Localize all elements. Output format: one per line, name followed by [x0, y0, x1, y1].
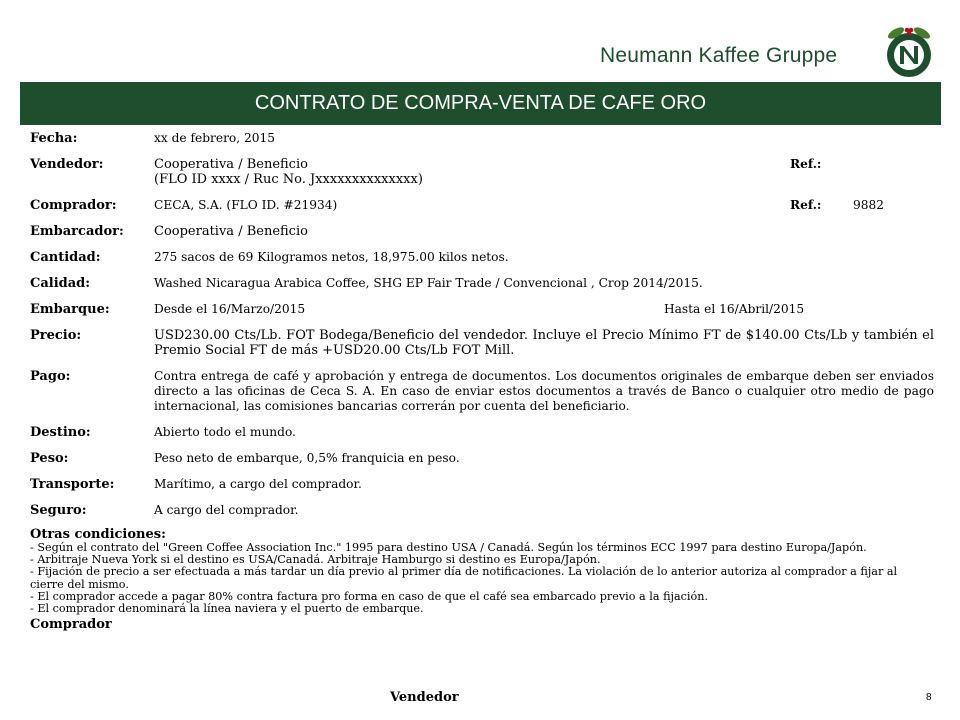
calidad-row	[30, 276, 934, 291]
page-number: 8	[926, 692, 932, 703]
comprador-label: Comprador:	[30, 198, 117, 213]
otras-item: - Arbitraje Nueva York si el destino es USA/Canadá. Arbitraje Hamburgo si destino es Europa/Japón.	[30, 553, 601, 567]
pago-label: Pago:	[30, 369, 71, 384]
destino-value: Abierto todo el mundo.	[154, 425, 296, 439]
vendedor-ref-label: Ref.:	[790, 157, 822, 171]
embarque-label: Embarque:	[30, 302, 110, 317]
pago-row	[30, 369, 934, 414]
cantidad-row	[30, 250, 934, 265]
peso-label: Peso:	[30, 451, 69, 466]
embarcador-label: Embarcador:	[30, 224, 124, 239]
cantidad-value: 275 sacos de 69 Kilogramos netos, 18,975.00 kilos netos.	[154, 250, 509, 264]
brand-name: Neumann Kaffee Gruppe	[600, 44, 838, 67]
destino-row	[30, 425, 934, 440]
pago-value: Contra entrega de café y aprobación y entrega de documentos. Los documentos originales de embarque deben ser enviados directo a las oficinas de Ceca S. A. En caso de enviar estos documentos a través de Banco o cualquier otro medio de pago internacional, las comisiones bancarias correrán por cuenta del beneficiario.	[154, 369, 934, 413]
contract-body	[30, 131, 934, 632]
precio-row	[30, 328, 934, 358]
vendedor-line1: Cooperativa / Beneficio	[154, 157, 308, 172]
embarque-desde: Desde el 16/Marzo/2015	[154, 302, 306, 316]
calidad-label: Calidad:	[30, 276, 91, 291]
seguro-value: A cargo del comprador.	[154, 503, 299, 517]
nkg-leaf-logo-icon	[880, 24, 938, 80]
page-title-banner	[20, 82, 941, 125]
transporte-value: Marítimo, a cargo del comprador.	[154, 477, 362, 491]
transporte-label: Transporte:	[30, 477, 115, 492]
comprador-ref-label: Ref.:	[790, 198, 822, 212]
seguro-row	[30, 503, 934, 518]
peso-row	[30, 451, 934, 466]
comprador-signature-label: Comprador	[30, 617, 112, 633]
calidad-value: Washed Nicaragua Arabica Coffee, SHG EP Fair Trade / Convencional , Crop 2014/2015.	[154, 276, 703, 290]
vendedor-signature-label: Vendedor	[390, 690, 459, 705]
vendedor-label: Vendedor:	[30, 157, 104, 172]
otras-item: - Según el contrato del "Green Coffee Association Inc." 1995 para destino USA / Canadá. Según los términos ECC 1997 para destino Europa/Japón.	[30, 541, 867, 554]
destino-label: Destino:	[30, 425, 91, 440]
seguro-label: Seguro:	[30, 503, 87, 518]
comprador-value: CECA, S.A. (FLO ID. #21934)	[154, 198, 338, 212]
otras-item: - El comprador denominará la línea naviera y el puerto de embarque.	[30, 602, 424, 616]
cantidad-label: Cantidad:	[30, 250, 101, 265]
fecha-row	[30, 131, 934, 146]
embarque-hasta: Hasta el 16/Abril/2015	[664, 302, 805, 316]
embarcador-value: Cooperativa / Beneficio	[154, 224, 308, 239]
fecha-label: Fecha:	[30, 131, 78, 146]
page-title: CONTRATO DE COMPRA-VENTA DE CAFE ORO	[254, 92, 707, 114]
vendedor-row	[30, 157, 934, 187]
otras-item: - El comprador accede a pagar 80% contra factura pro forma en caso de que el café sea embarcado previo a la fijación.	[30, 589, 709, 603]
embarque-row	[30, 302, 934, 317]
transporte-row	[30, 477, 934, 492]
peso-value: Peso neto de embarque, 0,5% franquicia en peso.	[154, 451, 460, 465]
otras-item: - Fijación de precio a ser efectuada a más tardar un día previo al primer día de notificaciones. La violación de lo anterior autoriza al comprador a fijar al cierre del mismo.	[30, 565, 898, 591]
fecha-value: xx de febrero, 2015	[154, 131, 276, 145]
vendedor-line2: (FLO ID xxxx / Ruc No. Jxxxxxxxxxxxxxx)	[154, 172, 423, 187]
precio-label: Precio:	[30, 328, 82, 343]
precio-value: USD230.00 Cts/Lb. FOT Bodega/Beneficio del vendedor. Incluye el Precio Mínimo FT de $140.00 Cts/Lb y también el Premio Social FT de más +USD20.00 Cts/Lb FOT Mill.	[154, 328, 934, 358]
comprador-ref-value: 9882	[853, 198, 885, 212]
embarcador-row	[30, 224, 934, 239]
otras-condiciones-title: Otras condiciones:	[30, 527, 166, 542]
comprador-row	[30, 198, 934, 213]
